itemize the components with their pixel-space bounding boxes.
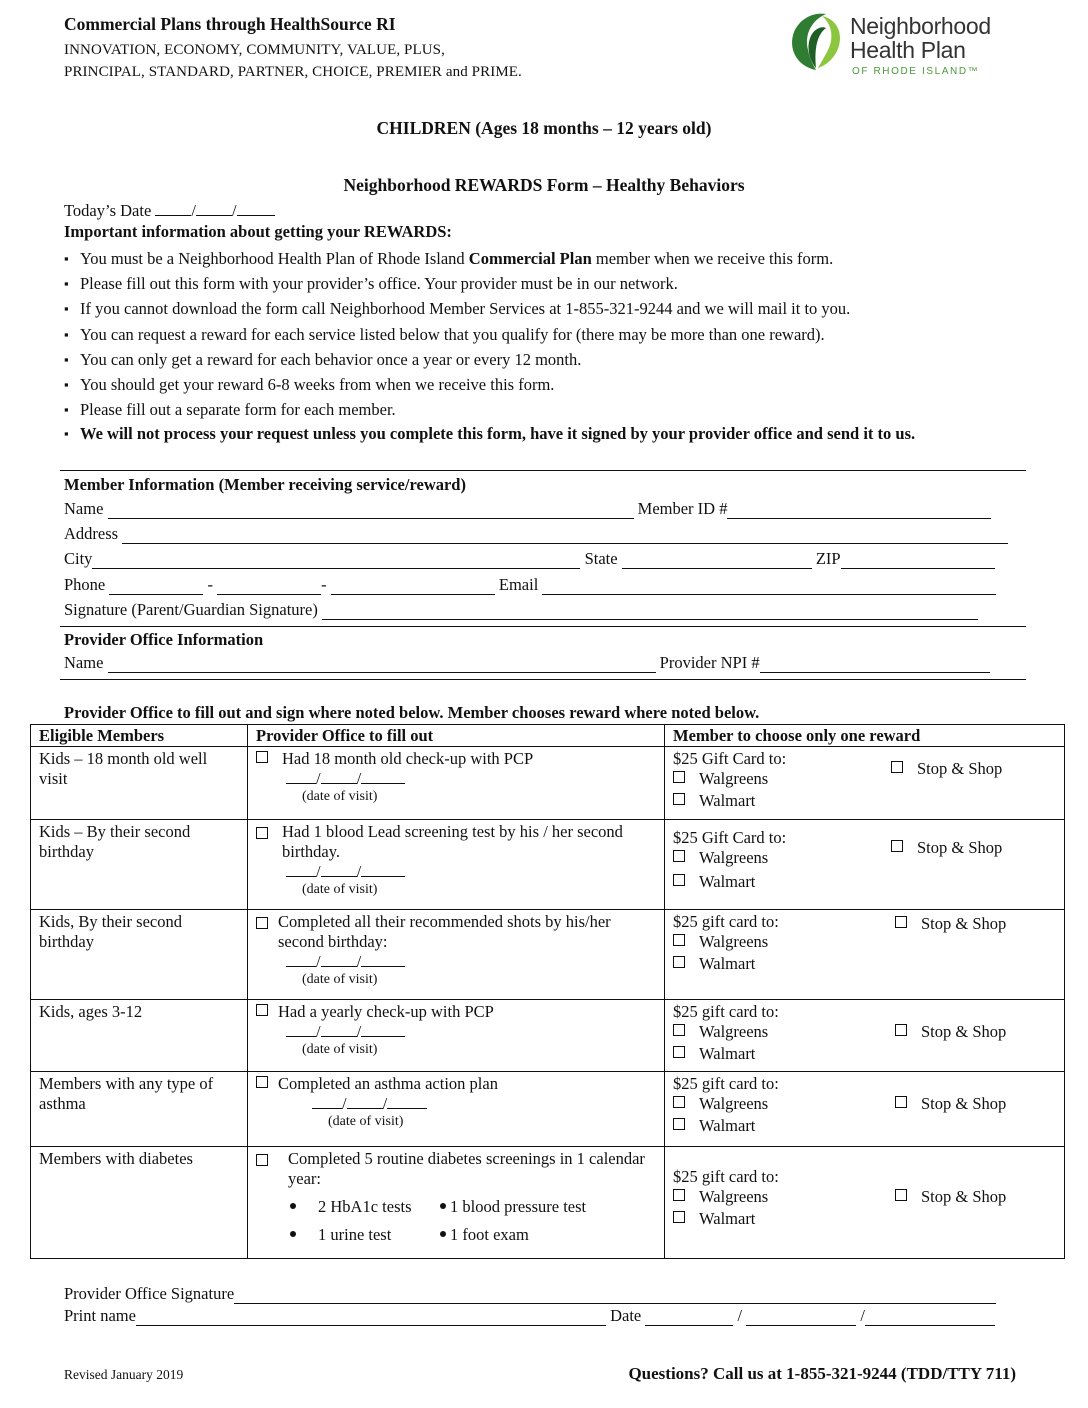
service-checkbox[interactable] [256,1154,268,1166]
stop-shop-checkbox[interactable] [891,840,903,852]
bullet-item: ▪ You should get your reward 6-8 weeks from when we receive this form. [64,372,1024,397]
walmart-checkbox[interactable] [673,1046,685,1058]
header [64,14,522,83]
eligible-cell: Members with diabetes [31,1147,248,1259]
walgreens-checkbox[interactable] [673,1189,685,1201]
bullet-item: ▪ We will not process your request unless you complete this form, have it signed by your provider office and send it to us. [64,422,1024,446]
instructions: Provider Office to fill out and sign where noted below. Member chooses reward where noted below. [64,703,760,722]
table-row [31,1072,1065,1147]
provider-info-heading: Provider Office Information [64,630,264,649]
provider-cell: Completed 5 routine diabetes screenings in 1 calendar year: 2 HbA1c tests 1 blood pressure test 1 urine test 1 foot exam [248,1147,665,1259]
provider-cell: Had 18 month old check-up with PCP / / (date of visit) [248,747,665,820]
table-row [31,1000,1065,1072]
walgreens-checkbox[interactable] [673,850,685,862]
provider-signature-field[interactable] [234,1287,996,1304]
revised-date: Revised January 2019 [64,1367,184,1382]
age-group-title: CHILDREN (Ages 18 months – 12 years old) [376,118,712,138]
bullet-item: ▪ You can request a reward for each service listed below that you qualify for (there may be more than one reward). [64,322,1024,347]
stop-shop-checkbox[interactable] [895,1096,907,1108]
walgreens-checkbox[interactable] [673,771,685,783]
provider-signature-row: Provider Office Signature [64,1284,1022,1306]
table-row [31,1147,1065,1259]
walmart-checkbox[interactable] [673,793,685,805]
member-city-field[interactable] [92,552,580,569]
eligible-cell: Members with any type of asthma [31,1072,248,1147]
stop-shop-checkbox[interactable] [895,1024,907,1036]
form-title: Neighborhood REWARDS Form – Healthy Behaviors [343,175,745,195]
walgreens-checkbox[interactable] [673,1096,685,1108]
logo-name: Neighborhood Health Plan [850,13,991,63]
reward-cell: $25 gift card to: Walgreens Walmart Stop & Shop [665,1072,1065,1147]
bullet-dot [290,1231,296,1237]
bullet-item: ▪ Please fill out this form with your provider’s office. Your provider must be in our network. [64,271,1024,296]
stop-shop-checkbox[interactable] [891,761,903,773]
service-checkbox[interactable] [256,1004,268,1016]
member-address-row: Address [64,524,1022,546]
bullet-item: ▪ You must be a Neighborhood Health Plan of Rhode Island Commercial Plan member when we receive this form. [64,246,1024,271]
sign-date-year-field[interactable] [865,1309,995,1326]
table-row [31,820,1065,910]
provider-cell: Completed an asthma action plan / / (date of visit) [248,1072,665,1147]
divider [60,679,1026,680]
todays-date-row: Today’s Date / / [64,201,275,221]
member-name-field[interactable] [108,502,634,519]
reward-cell: $25 gift card to: Walgreens Walmart Stop & Shop [665,910,1065,1000]
divider [60,470,1026,471]
info-bullets [64,246,1024,446]
rewards-table [30,724,1065,1259]
provider-name-field[interactable] [108,656,656,673]
walmart-checkbox[interactable] [673,956,685,968]
member-zip-field[interactable] [841,552,995,569]
logo-leaf-icon [786,8,850,78]
member-id-field[interactable] [727,502,991,519]
table-row [31,747,1065,820]
table-row [31,910,1065,1000]
eligible-cell: Kids, By their second birthday [31,910,248,1000]
provider-cell: Completed all their recommended shots by his/her second birthday: / / (date of visit) [248,910,665,1000]
member-address-field[interactable] [122,527,1008,544]
sign-date-day-field[interactable] [746,1309,856,1326]
reward-cell: $25 Gift Card to: Walgreens Walmart Stop & Shop [665,747,1065,820]
bullet-item: ▪ Please fill out a separate form for each member. [64,397,1024,422]
phone-prefix-field[interactable] [217,578,321,595]
date-day-field[interactable] [196,201,232,216]
walgreens-checkbox[interactable] [673,1024,685,1036]
guardian-signature-field[interactable] [322,603,978,620]
phone-area-field[interactable] [109,578,203,595]
date-year-field[interactable] [237,201,275,216]
header-provider: Provider Office to fill out [248,725,665,747]
walmart-checkbox[interactable] [673,874,685,886]
bullet-dot [440,1203,446,1209]
eligible-cell: Kids – 18 month old well visit [31,747,248,820]
header-title: Commercial Plans through HealthSource RI [64,14,396,34]
walmart-checkbox[interactable] [673,1118,685,1130]
walgreens-checkbox[interactable] [673,934,685,946]
reward-cell: $25 gift card to: Walgreens Walmart Stop & Shop [665,1000,1065,1072]
member-info-heading: Member Information (Member receiving service/reward) [64,475,466,494]
print-name-row: Print name Date / / [64,1306,1022,1328]
bullet-dot [290,1203,296,1209]
member-signature-row: Signature (Parent/Guardian Signature) [64,600,1022,622]
service-checkbox[interactable] [256,917,268,929]
eligible-cell: Kids, ages 3-12 [31,1000,248,1072]
bullet-item: ▪ If you cannot download the form call Neighborhood Member Services at 1-855-321-9244 and we will mail it to you. [64,296,1024,321]
logo [786,8,1036,84]
divider [60,626,1026,627]
questions-contact: Questions? Call us at 1-855-321-9244 (TDD/TTY 711) [628,1364,1016,1383]
plan-list-line-2: PRINCIPAL, STANDARD, PARTNER, CHOICE, PREMIER and PRIME. [64,64,522,80]
provider-npi-field[interactable] [760,656,990,673]
stop-shop-checkbox[interactable] [895,916,907,928]
plan-list-line-1: INNOVATION, ECONOMY, COMMUNITY, VALUE, PLUS, [64,42,445,58]
member-phone-row: Phone - - Email [64,575,1022,597]
header-eligible: Eligible Members [31,725,248,747]
important-heading: Important information about getting your REWARDS: [64,222,452,241]
reward-cell: $25 Gift Card to: Walgreens Walmart Stop & Shop [665,820,1065,910]
member-email-field[interactable] [542,578,996,595]
provider-name-row: Name Provider NPI # [64,653,1022,675]
service-checkbox[interactable] [256,827,268,839]
phone-line-field[interactable] [331,578,495,595]
logo-subtitle: OF RHODE ISLAND™ [852,66,980,77]
provider-cell: Had a yearly check-up with PCP / / (date of visit) [248,1000,665,1072]
print-name-field[interactable] [136,1309,606,1326]
walmart-checkbox[interactable] [673,1211,685,1223]
header-reward: Member to choose only one reward [665,725,1065,747]
service-checkbox[interactable] [256,751,268,763]
date-month-field[interactable] [155,201,191,216]
todays-date-label: Today’s Date [64,201,152,220]
sign-date-month-field[interactable] [645,1309,733,1326]
eligible-cell: Kids – By their second birthday [31,820,248,910]
provider-cell: Had 1 blood Lead screening test by his / her second birthday. / / (date of visit) [248,820,665,910]
stop-shop-checkbox[interactable] [895,1189,907,1201]
service-checkbox[interactable] [256,1076,268,1088]
bullet-item: ▪ You can only get a reward for each behavior once a year or every 12 month. [64,347,1024,372]
member-name-row: Name Member ID # [64,499,1022,521]
member-city-row: City State ZIP [64,549,1022,571]
member-state-field[interactable] [622,552,812,569]
bullet-dot [440,1231,446,1237]
reward-cell: $25 gift card to: Walgreens Walmart Stop & Shop [665,1147,1065,1259]
